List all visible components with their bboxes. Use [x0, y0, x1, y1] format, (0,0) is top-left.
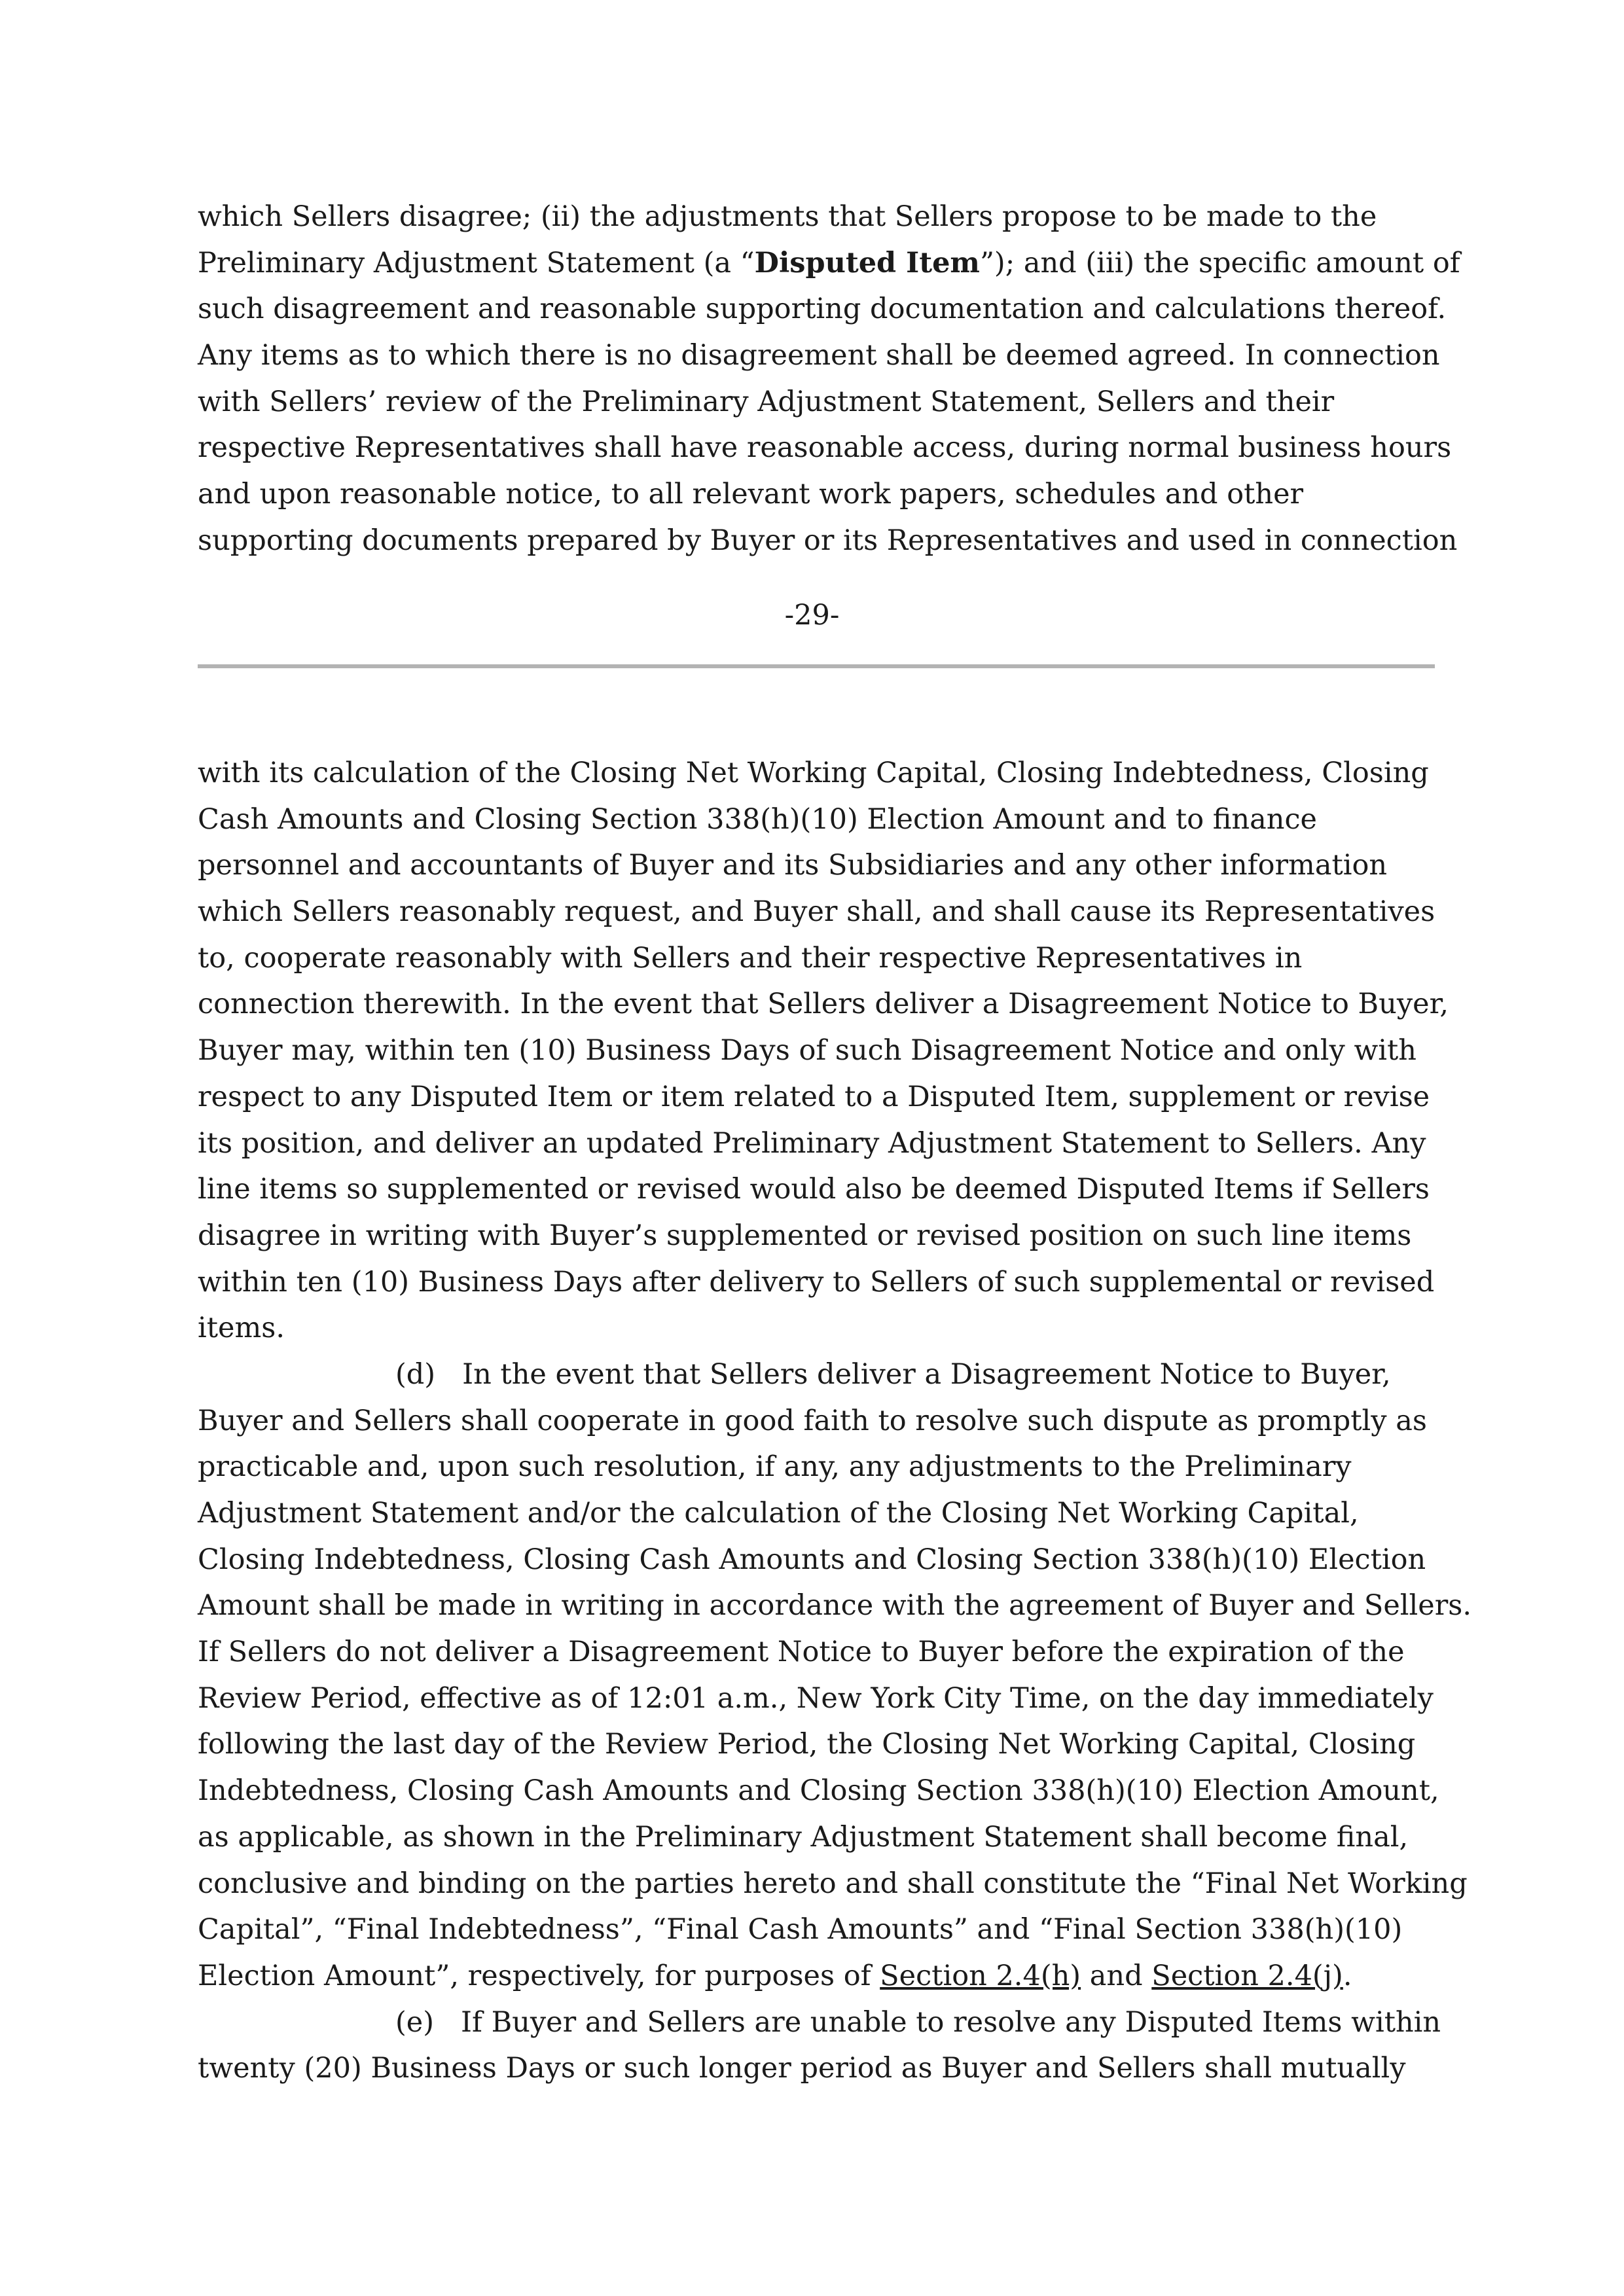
text-line: Cash Amounts and Closing Section 338(h)(10) Election Amount and to finance	[198, 802, 1317, 836]
text-line: Adjustment Statement and/or the calculation of the Closing Net Working Capital,	[198, 1497, 1359, 1530]
text-line: its position, and deliver an updated Preliminary Adjustment Statement to Sellers. Any	[198, 1126, 1426, 1160]
text-run: Election Amount”, respectively, for purposes of	[198, 1959, 880, 1992]
page-number: -29-	[784, 599, 840, 632]
text-run: and	[1081, 1959, 1152, 1992]
text-line: If Sellers do not deliver a Disagreement Notice to Buyer before the expiration of the	[198, 1636, 1405, 1669]
text-line: to, cooperate reasonably with Sellers and their respective Representatives in	[198, 941, 1303, 975]
text-run: .	[1343, 1959, 1352, 1992]
paragraph-d	[198, 1352, 1472, 2000]
text-line: Review Period, effective as of 12:01 a.m., New York City Time, on the day immediately	[198, 1681, 1434, 1715]
text-run: Preliminary Adjustment Statement (a “	[198, 246, 755, 279]
text-line: personnel and accountants of Buyer and its Subsidiaries and any other information	[198, 849, 1388, 882]
page-29-bottom-text	[198, 194, 1460, 564]
text-line: with its calculation of the Closing Net Working Capital, Closing Indebtedness, Closing	[198, 757, 1429, 789]
text-line: as applicable, as shown in the Preliminary Adjustment Statement shall become final,	[198, 1820, 1409, 1854]
text-line: (e) If Buyer and Sellers are unable to resolve any Disputed Items within	[395, 2005, 1441, 2039]
text-line: Buyer and Sellers shall cooperate in good faith to resolve such dispute as promptly as	[198, 1404, 1427, 1437]
text-run: ”); and (iii) the specific amount of	[979, 246, 1460, 279]
text-line: respective Representatives shall have reasonable access, during normal business hours	[198, 431, 1452, 465]
text-line: Amount shall be made in writing in accordance with the agreement of Buyer and Sellers.	[198, 1589, 1472, 1623]
section-2-4-j-reference: Section 2.4(j)	[1151, 1959, 1343, 1992]
text-line: twenty (20) Business Days or such longer period as Buyer and Sellers shall mutually	[198, 2052, 1406, 2085]
text-line: items.	[198, 1312, 285, 1345]
section-2-4-h-reference: Section 2.4(h)	[880, 1959, 1081, 1992]
text-line: and upon reasonable notice, to all relevant work papers, schedules and other	[198, 478, 1304, 511]
text-line: Closing Indebtedness, Closing Cash Amounts and Closing Section 338(h)(10) Election	[198, 1543, 1426, 1576]
text-line: connection therewith. In the event that Sellers deliver a Disagreement Notice to Buyer,	[198, 988, 1449, 1021]
text-line: respect to any Disputed Item or item related to a Disputed Item, supplement or revise	[198, 1080, 1430, 1113]
text-line: Capital”, “Final Indebtedness”, “Final Cash Amounts” and “Final Section 338(h)(10)	[198, 1913, 1403, 1946]
paragraph-e	[198, 2000, 1441, 2092]
text-line: supporting documents prepared by Buyer or its Representatives and used in connection	[198, 524, 1458, 557]
text-line: which Sellers reasonably request, and Buyer shall, and shall cause its Representatives	[198, 895, 1435, 929]
text-line: within ten (10) Business Days after delivery to Sellers of such supplemental or revised	[198, 1265, 1435, 1299]
defined-term-disputed-item: Disputed Item	[754, 246, 980, 279]
text-line: Buyer may, within ten (10) Business Days of such Disagreement Notice and only with	[198, 1034, 1416, 1067]
text-line: line items so supplemented or revised would also be deemed Disputed Items if Sellers	[198, 1173, 1430, 1206]
text-line: such disagreement and reasonable supporting documentation and calculations thereof.	[198, 293, 1447, 326]
text-line: following the last day of the Review Period, the Closing Net Working Capital, Closing	[198, 1728, 1416, 1761]
text-line: which Sellers disagree; (ii) the adjustments that Sellers propose to be made to the	[198, 200, 1377, 233]
text-line: Any items as to which there is no disagreement shall be deemed agreed. In connection	[198, 339, 1440, 372]
text-line	[198, 1953, 1435, 2000]
text-line: practicable and, upon such resolution, if any, any adjustments to the Preliminary	[198, 1450, 1352, 1484]
text-line: conclusive and binding on the parties hereto and shall constitute the “Final Net Working	[198, 1867, 1468, 1900]
text-line	[198, 240, 1460, 287]
page-30-top-text	[198, 750, 1472, 2092]
text-line: (d) In the event that Sellers deliver a Disagreement Notice to Buyer,	[395, 1357, 1391, 1391]
text-line: with Sellers’ review of the Preliminary Adjustment Statement, Sellers and their	[198, 385, 1335, 418]
text-line: Indebtedness, Closing Cash Amounts and Closing Section 338(h)(10) Election Amount,	[198, 1774, 1439, 1808]
text-line: disagree in writing with Buyer’s supplemented or revised position on such line items	[198, 1219, 1412, 1252]
page-break-divider	[198, 664, 1435, 668]
paragraph-continuation	[198, 750, 1449, 1352]
